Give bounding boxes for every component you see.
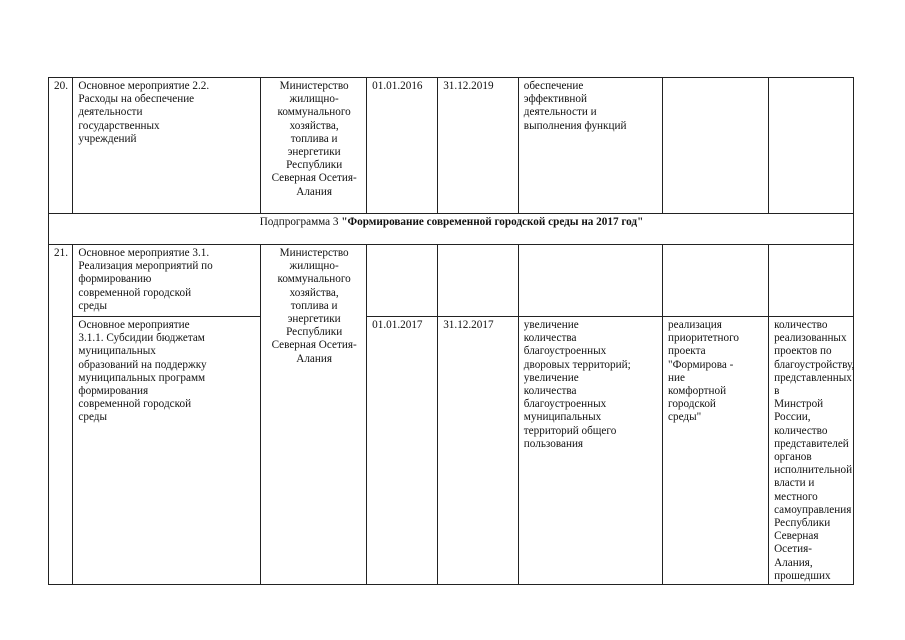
measure-name: Основное мероприятие 3.1.1. Субсидии бюджетам муниципальных образований на поддержку муниципальных программ формирования современной городской среды: [73, 317, 261, 585]
executor: Министерство жилищно- коммунального хозяйства, топлива и энергетики Республики Северная Осетия- Алания: [261, 245, 367, 585]
measure-name: Основное мероприятие 3.1. Реализация мероприятий по формированию современной городской среды: [73, 245, 261, 317]
subprogram-heading: [49, 214, 854, 245]
program-link: реализация приоритетного проекта "Формирова - ние комфортной городской среды": [663, 317, 769, 585]
row-number: 20.: [49, 78, 73, 214]
end-date: 31.12.2019: [438, 78, 519, 214]
measures-table: [48, 77, 854, 585]
subprogram-title: "Формирование современной городской среды на 2017 год": [341, 216, 644, 228]
table-row-21: [49, 245, 854, 317]
indicator: [769, 78, 854, 214]
expected-result: обеспечение эффективной деятельности и выполнения функций: [518, 78, 662, 214]
expected-result: увеличение количества благоустроенных дворовых территорий; увеличение количества благоустроенных муниципальных территорий общего пользования: [518, 317, 662, 585]
subprogram-row: [49, 214, 854, 245]
program-link: [663, 78, 769, 214]
table-row-21-1: [49, 317, 854, 585]
program-link: [663, 245, 769, 317]
subprogram-prefix: Подпрограмма 3: [259, 216, 342, 228]
end-date: 31.12.2017: [438, 317, 519, 585]
executor: Министерство жилищно- коммунального хозяйства, топлива и энергетики Республики Северная Осетия- Алания: [261, 78, 367, 214]
measure-name: Основное мероприятие 2.2. Расходы на обеспечение деятельности государственных учреждений: [73, 78, 261, 214]
expected-result: [518, 245, 662, 317]
table-row-20: [49, 78, 854, 214]
start-date: [367, 245, 438, 317]
start-date: 01.01.2017: [367, 317, 438, 585]
row-number: 21.: [49, 245, 73, 585]
indicator: [769, 245, 854, 317]
indicator: количество реализованных проектов по благоустройству, представленных в Минстрой России, количество представителей органов исполнительной власти и местного самоуправления Республики Северная Осетия- Алания, прошедших: [769, 317, 854, 585]
end-date: [438, 245, 519, 317]
start-date: 01.01.2016: [367, 78, 438, 214]
